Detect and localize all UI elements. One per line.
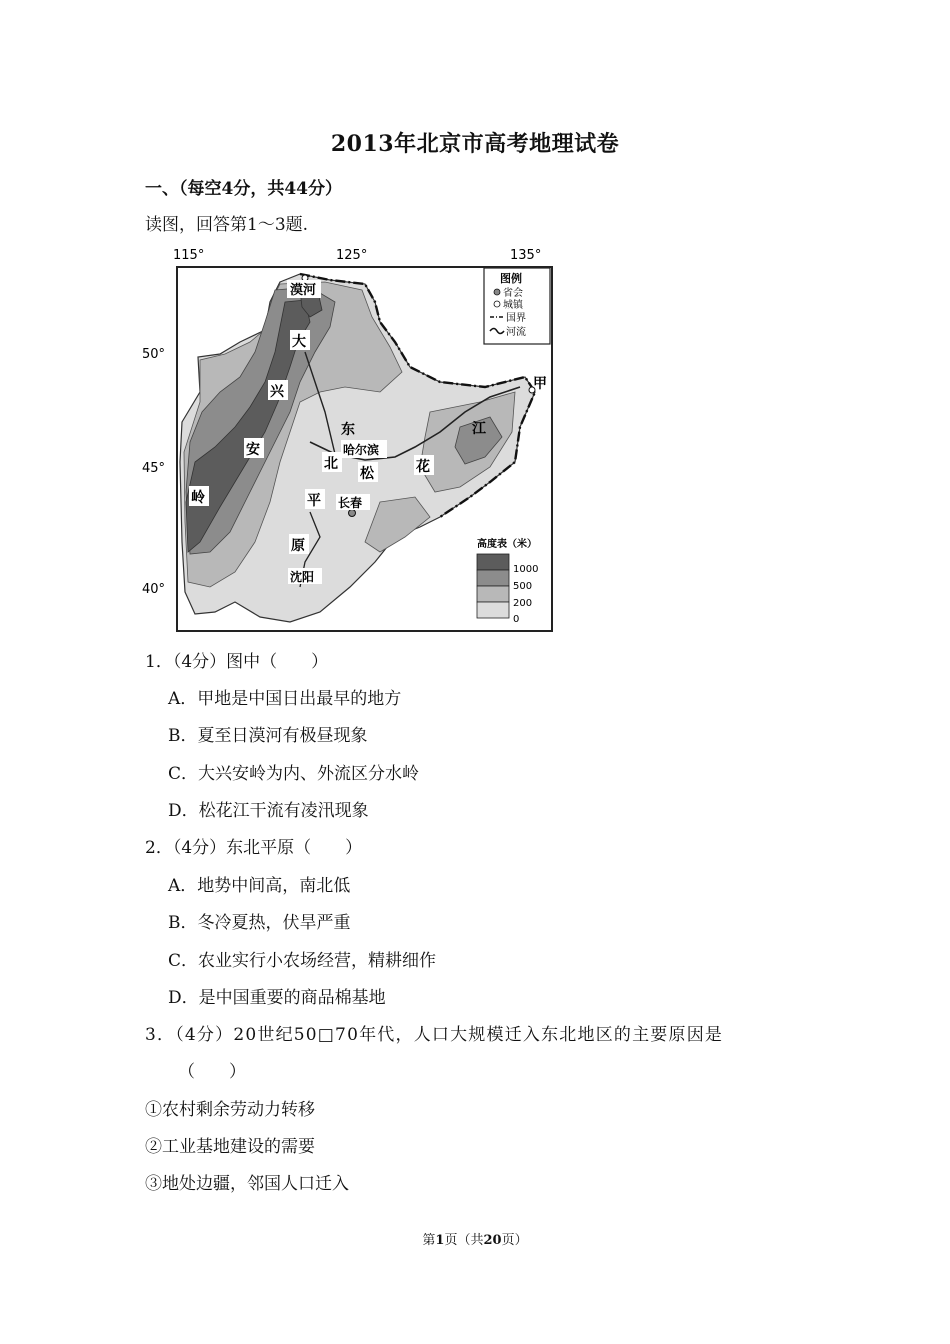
question-2-option-a: A．地势中间高，南北低 (168, 876, 351, 896)
elevation-level-0: 0 (513, 614, 520, 625)
elevation-swatch-1000 (477, 554, 509, 570)
legend-town-label: 城镇 (503, 300, 523, 311)
mohe-label: 漠河 (290, 283, 317, 298)
elevation-title: 高度表（米） (477, 539, 537, 550)
elevation-level-500: 500 (513, 581, 533, 592)
footer-prefix: 第 (422, 1233, 436, 1248)
question-3-stem-cont: （ ） (178, 1062, 246, 1082)
legend-capital-label: 省会 (503, 288, 523, 299)
char-bei: 北 (324, 456, 338, 472)
section-heading: 一、（每空4分，共44分） (145, 179, 342, 199)
lon-label-115: 115° (173, 248, 205, 263)
lon-label-135: 135° (510, 248, 542, 263)
elevation-swatch-200 (477, 586, 509, 602)
question-2-option-d: D．是中国重要的商品棉基地 (168, 988, 386, 1008)
char-yuan: 原 (291, 538, 305, 554)
jia-label: 甲 (533, 376, 547, 392)
char-dong: 东 (341, 422, 355, 438)
elevation-swatch-0 (477, 602, 509, 618)
elevation-level-200: 200 (513, 598, 533, 609)
changchun-label: 长春 (338, 496, 363, 510)
char-jiang: 江 (472, 421, 486, 437)
question-1-option-b: B．夏至日漠河有极昼现象 (168, 726, 368, 746)
legend-border-label: 国界 (506, 313, 526, 324)
page-title: 2013年北京市高考地理试卷 (330, 131, 620, 157)
changchun-marker (349, 510, 356, 517)
legend-town-icon (494, 301, 500, 307)
question-3-stem: 3．（4分）20世纪50□70年代，人口大规模迁入东北地区的主要原因是 (145, 1025, 724, 1045)
question-1-stem: 1．（4分）图中（ ） (145, 652, 329, 672)
footer-total-pages: 20 (483, 1233, 502, 1248)
lat-label-45: 45° (142, 461, 166, 476)
intro-text: 读图，回答第1～3题. (145, 215, 309, 235)
char-xing: 兴 (270, 384, 284, 400)
question-3-statement-2: ②工业基地建设的需要 (145, 1137, 315, 1157)
northeast-china-map (140, 242, 560, 637)
harbin-label: 哈尔滨 (343, 443, 380, 457)
question-2-option-c: C．农业实行小农场经营，精耕细作 (168, 951, 437, 971)
question-1-option-a: A．甲地是中国日出最早的地方 (168, 689, 402, 709)
question-3-statement-3: ③地处边疆，邻国人口迁入 (145, 1174, 349, 1194)
lon-label-125: 125° (336, 248, 368, 263)
question-1-option-d: D．松花江干流有凌汛现象 (168, 801, 369, 821)
shenyang-label: 沈阳 (290, 570, 315, 584)
char-ping: 平 (307, 493, 321, 509)
char-an: 安 (246, 442, 260, 458)
question-2-stem: 2．（4分）东北平原（ ） (145, 838, 363, 858)
question-2-option-b: B．冬冷夏热，伏旱严重 (168, 913, 351, 933)
elevation-swatch-500 (477, 570, 509, 586)
lat-label-50: 50° (142, 347, 166, 362)
lat-label-40: 40° (142, 582, 166, 597)
page-footer (0, 1229, 950, 1248)
footer-page-number: 1 (435, 1233, 445, 1248)
char-song: 松 (360, 466, 374, 482)
footer-suffix: 页） (501, 1233, 528, 1248)
char-da: 大 (292, 334, 306, 350)
question-3-statement-1: ①农村剩余劳动力转移 (145, 1100, 315, 1120)
char-hua: 花 (416, 459, 430, 475)
legend-title: 图例 (500, 272, 522, 285)
elevation-level-1000: 1000 (513, 564, 539, 575)
legend-capital-icon (494, 289, 500, 295)
footer-mid: 页（共 (444, 1233, 484, 1248)
question-1-option-c: C．大兴安岭为内、外流区分水岭 (168, 764, 420, 784)
legend-river-label: 河流 (506, 327, 526, 338)
char-ling: 岭 (191, 490, 205, 506)
